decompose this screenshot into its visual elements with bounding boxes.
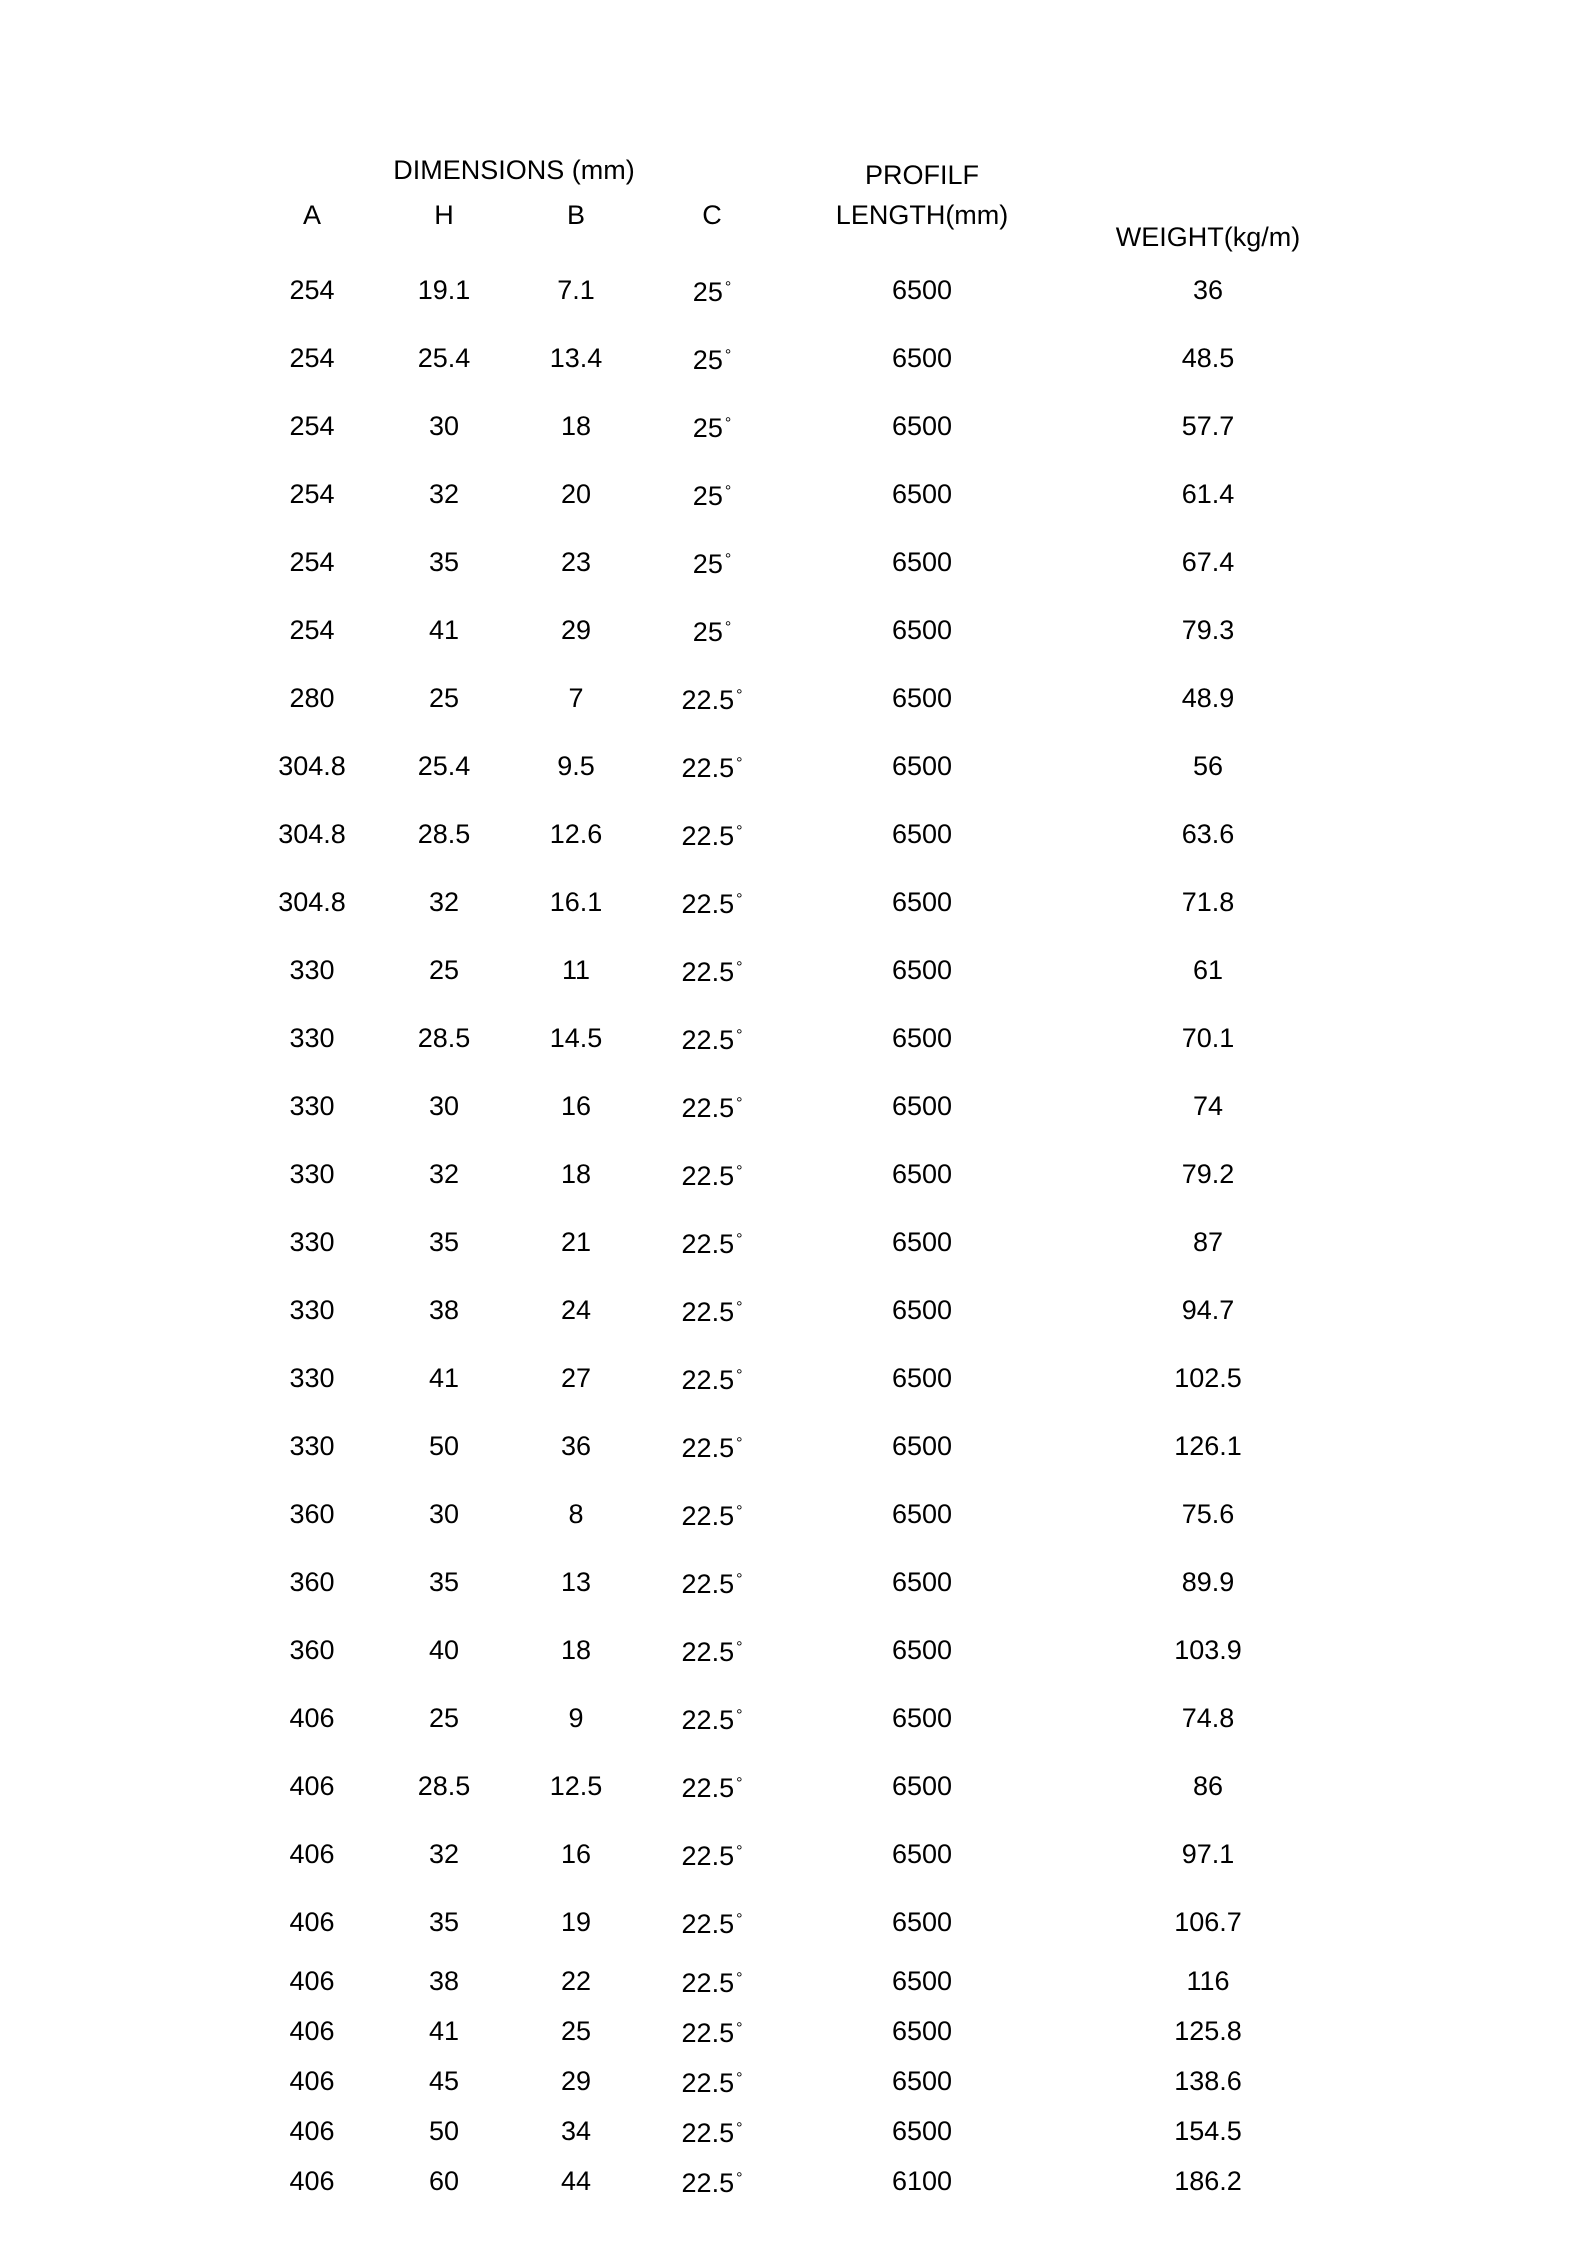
table-row	[246, 460, 1354, 528]
cell-dimension-a: 406	[289, 1906, 335, 1937]
degree-symbol: °	[736, 959, 743, 976]
cell-dimension-b: 24	[560, 1294, 592, 1325]
cell-weight: 86	[1193, 1770, 1224, 1801]
cell-weight: 71.8	[1181, 886, 1235, 917]
cell-weight: 116	[1186, 1965, 1230, 1996]
cell-dimension-c: 22.5 °	[681, 1968, 743, 1998]
cell-dimension-a: 330	[289, 1022, 335, 1053]
cell-dimension-a: 254	[289, 274, 335, 305]
cell-profile-length: 6500	[892, 1430, 953, 1461]
cell-profile-length: 6500	[892, 1770, 953, 1801]
degree-symbol: °	[724, 347, 732, 364]
cell-dimension-b: 21	[560, 1226, 592, 1257]
weight-header: WEIGHT(kg/m)	[1115, 222, 1301, 252]
column-header-c: C	[702, 200, 722, 230]
cell-dimension-c: 22.5 °	[681, 2068, 743, 2098]
cell-weight: 94.7	[1181, 1294, 1235, 1325]
table-row	[246, 2156, 1354, 2206]
cell-weight: 74	[1193, 1090, 1224, 1121]
cell-weight: 126.1	[1174, 1430, 1242, 1461]
cell-profile-length: 6500	[892, 1090, 953, 1121]
table-row	[246, 528, 1354, 596]
cell-dimension-b: 18	[560, 1158, 592, 1189]
cell-dimension-h: 28.5	[417, 1022, 471, 1053]
cell-weight: 48.9	[1181, 682, 1235, 713]
degree-symbol: °	[724, 279, 732, 296]
cell-weight: 75.6	[1181, 1498, 1235, 1529]
cell-weight: 138.6	[1174, 2065, 1242, 2096]
degree-symbol: °	[724, 415, 732, 432]
table-row	[246, 664, 1354, 732]
cell-weight: 103.9	[1174, 1634, 1242, 1665]
table-row	[246, 1072, 1354, 1140]
cell-weight: 87	[1193, 1226, 1224, 1257]
table-row	[246, 1684, 1354, 1752]
degree-symbol: °	[736, 891, 743, 908]
cell-dimension-a: 406	[289, 1965, 335, 1996]
cell-dimension-a: 406	[289, 2115, 335, 2146]
cell-dimension-c: 22.5 °	[681, 1909, 743, 1939]
degree-symbol: °	[736, 1775, 743, 1792]
cell-profile-length: 6500	[892, 478, 953, 509]
cell-dimension-h: 38	[428, 1965, 460, 1996]
cell-weight: 48.5	[1181, 342, 1235, 373]
cell-profile-length: 6500	[892, 750, 953, 781]
table-row	[246, 1276, 1354, 1344]
table-body	[246, 256, 1354, 2206]
degree-symbol: °	[736, 687, 743, 704]
table-row	[246, 1820, 1354, 1888]
cell-dimension-a: 330	[289, 1226, 335, 1257]
cell-dimension-b: 22	[560, 1965, 592, 1996]
cell-dimension-b: 11	[561, 954, 591, 985]
cell-profile-length: 6500	[892, 2015, 953, 2046]
cell-dimension-h: 30	[428, 1498, 460, 1529]
cell-profile-length: 6500	[892, 1294, 953, 1325]
degree-symbol: °	[736, 1095, 743, 1112]
degree-symbol: °	[736, 1163, 743, 1180]
cell-dimension-c: 22.5 °	[681, 889, 743, 919]
cell-dimension-a: 304.8	[278, 818, 346, 849]
cell-dimension-h: 30	[428, 410, 460, 441]
cell-dimension-c: 22.5 °	[681, 685, 743, 715]
cell-dimension-b: 20	[560, 478, 592, 509]
cell-dimension-a: 406	[289, 2065, 335, 2096]
table-row	[246, 324, 1354, 392]
table-row	[246, 936, 1354, 1004]
cell-dimension-h: 28.5	[417, 1770, 471, 1801]
degree-symbol: °	[724, 483, 732, 500]
column-header-a: A	[302, 200, 321, 230]
cell-profile-length: 6500	[892, 1906, 953, 1937]
cell-dimension-h: 32	[428, 886, 460, 917]
cell-profile-length: 6500	[892, 682, 953, 713]
cell-weight: 186.2	[1174, 2165, 1242, 2196]
cell-dimension-b: 8	[568, 1498, 584, 1529]
cell-dimension-b: 29	[560, 2065, 592, 2096]
cell-dimension-a: 304.8	[278, 886, 346, 917]
cell-dimension-b: 7	[568, 682, 584, 713]
degree-symbol: °	[736, 2170, 743, 2187]
cell-profile-length: 6500	[892, 614, 953, 645]
cell-dimension-c: 22.5 °	[681, 1433, 743, 1463]
cell-dimension-b: 18	[560, 1634, 592, 1665]
cell-dimension-c: 22.5 °	[681, 2018, 743, 2048]
cell-dimension-c: 22.5 °	[681, 1637, 743, 1667]
degree-symbol: °	[736, 2120, 743, 2137]
cell-dimension-a: 254	[289, 478, 335, 509]
table-row	[246, 596, 1354, 664]
cell-dimension-a: 330	[289, 1362, 335, 1393]
cell-weight: 74.8	[1181, 1702, 1235, 1733]
table-row	[246, 1616, 1354, 1684]
cell-dimension-h: 25.4	[417, 342, 471, 373]
cell-dimension-a: 330	[289, 1430, 335, 1461]
cell-profile-length: 6500	[892, 1158, 953, 1189]
cell-dimension-a: 254	[289, 342, 335, 373]
cell-profile-length: 6100	[892, 2165, 953, 2196]
cell-profile-length: 6500	[892, 1022, 953, 1053]
table-row	[246, 1412, 1354, 1480]
table-row	[246, 800, 1354, 868]
cell-dimension-h: 19.1	[417, 274, 471, 305]
cell-dimension-c: 25 °	[692, 277, 732, 307]
cell-dimension-h: 32	[428, 1838, 460, 1869]
degree-symbol: °	[736, 2070, 743, 2087]
cell-dimension-c: 25 °	[692, 481, 732, 511]
cell-dimension-c: 22.5 °	[681, 1705, 743, 1735]
table-row	[246, 2106, 1354, 2156]
cell-dimension-h: 30	[428, 1090, 460, 1121]
dimensions-group-header: DIMENSIONS (mm)	[393, 155, 635, 185]
table-row	[246, 732, 1354, 800]
cell-dimension-b: 23	[560, 546, 592, 577]
cell-dimension-c: 25 °	[692, 345, 732, 375]
cell-dimension-a: 360	[289, 1634, 335, 1665]
degree-symbol: °	[736, 1367, 743, 1384]
cell-dimension-a: 330	[289, 1090, 335, 1121]
degree-symbol: °	[736, 1027, 743, 1044]
cell-dimension-c: 25 °	[692, 549, 732, 579]
cell-dimension-h: 25.4	[417, 750, 471, 781]
degree-symbol: °	[736, 1843, 743, 1860]
degree-symbol: °	[736, 1503, 743, 1520]
cell-dimension-c: 22.5 °	[681, 1773, 743, 1803]
cell-weight: 154.5	[1174, 2115, 1242, 2146]
cell-dimension-h: 25	[428, 1702, 460, 1733]
cell-dimension-a: 406	[289, 1770, 335, 1801]
cell-dimension-b: 16.1	[549, 886, 603, 917]
degree-symbol: °	[736, 1970, 743, 1987]
cell-dimension-a: 330	[289, 1158, 335, 1189]
cell-dimension-c: 22.5 °	[681, 1841, 743, 1871]
cell-weight: 106.7	[1174, 1906, 1242, 1937]
cell-dimension-c: 25 °	[692, 617, 732, 647]
cell-dimension-b: 19	[560, 1906, 592, 1937]
degree-symbol: °	[736, 755, 743, 772]
table-row	[246, 2006, 1354, 2056]
cell-dimension-c: 22.5 °	[681, 1365, 743, 1395]
cell-dimension-a: 304.8	[278, 750, 346, 781]
cell-dimension-h: 40	[428, 1634, 460, 1665]
cell-dimension-h: 45	[428, 2065, 460, 2096]
table-row	[246, 256, 1354, 324]
cell-weight: 89.9	[1181, 1566, 1235, 1597]
cell-dimension-b: 36	[560, 1430, 592, 1461]
cell-dimension-h: 35	[428, 546, 460, 577]
cell-dimension-c: 22.5 °	[681, 2118, 743, 2148]
cell-dimension-c: 22.5 °	[681, 821, 743, 851]
cell-dimension-c: 22.5 °	[681, 1093, 743, 1123]
degree-symbol: °	[736, 1299, 743, 1316]
cell-dimension-h: 35	[428, 1566, 460, 1597]
cell-dimension-h: 60	[428, 2165, 460, 2196]
cell-weight: 61	[1193, 954, 1224, 985]
cell-dimension-b: 34	[560, 2115, 592, 2146]
cell-dimension-c: 22.5 °	[681, 1229, 743, 1259]
degree-symbol: °	[736, 2020, 743, 2037]
cell-weight: 36	[1193, 274, 1224, 305]
cell-dimension-a: 330	[289, 1294, 335, 1325]
degree-symbol: °	[736, 1707, 743, 1724]
cell-dimension-h: 25	[428, 954, 460, 985]
cell-dimension-b: 13	[560, 1566, 592, 1597]
table-row	[246, 1344, 1354, 1412]
cell-dimension-a: 360	[289, 1566, 335, 1597]
cell-profile-length: 6500	[892, 1702, 953, 1733]
table-row	[246, 1752, 1354, 1820]
column-header-h: H	[434, 200, 454, 230]
cell-dimension-b: 7.1	[557, 274, 595, 305]
cell-dimension-b: 18	[560, 410, 592, 441]
cell-weight: 79.3	[1181, 614, 1235, 645]
cell-dimension-a: 406	[289, 1838, 335, 1869]
degree-symbol: °	[736, 1639, 743, 1656]
cell-dimension-c: 22.5 °	[681, 1501, 743, 1531]
cell-dimension-h: 32	[428, 478, 460, 509]
cell-dimension-b: 12.5	[549, 1770, 603, 1801]
degree-symbol: °	[736, 1435, 743, 1452]
table-row	[246, 1004, 1354, 1072]
cell-profile-length: 6500	[892, 1965, 953, 1996]
cell-dimension-h: 35	[428, 1226, 460, 1257]
cell-weight: 70.1	[1181, 1022, 1235, 1053]
table-row	[246, 1140, 1354, 1208]
degree-symbol: °	[724, 551, 732, 568]
cell-weight: 79.2	[1181, 1158, 1235, 1189]
cell-profile-length: 6500	[892, 1498, 953, 1529]
cell-profile-length: 6500	[892, 1634, 953, 1665]
degree-symbol: °	[736, 823, 743, 840]
cell-dimension-c: 22.5 °	[681, 1161, 743, 1191]
cell-dimension-c: 22.5 °	[681, 753, 743, 783]
table-header	[246, 146, 1354, 256]
cell-profile-length: 6500	[892, 1362, 953, 1393]
cell-dimension-b: 16	[560, 1838, 592, 1869]
cell-dimension-c: 22.5 °	[681, 957, 743, 987]
cell-dimension-b: 9	[568, 1702, 584, 1733]
cell-profile-length: 6500	[892, 886, 953, 917]
cell-dimension-a: 360	[289, 1498, 335, 1529]
cell-weight: 57.7	[1181, 410, 1235, 441]
cell-dimension-b: 12.6	[549, 818, 603, 849]
cell-dimension-h: 28.5	[417, 818, 471, 849]
cell-dimension-a: 330	[289, 954, 335, 985]
cell-weight: 56	[1193, 750, 1224, 781]
cell-dimension-b: 29	[560, 614, 592, 645]
table-row	[246, 1208, 1354, 1276]
table-row	[246, 868, 1354, 936]
cell-weight: 125.8	[1174, 2015, 1242, 2046]
cell-dimension-b: 25	[560, 2015, 592, 2046]
cell-profile-length: 6500	[892, 342, 953, 373]
cell-profile-length: 6500	[892, 954, 953, 985]
cell-profile-length: 6500	[892, 546, 953, 577]
cell-weight: 97.1	[1181, 1838, 1235, 1869]
cell-dimension-c: 22.5 °	[681, 1025, 743, 1055]
cell-profile-length: 6500	[892, 818, 953, 849]
cell-dimension-b: 16	[560, 1090, 592, 1121]
cell-dimension-a: 280	[289, 682, 335, 713]
cell-dimension-c: 25 °	[692, 413, 732, 443]
cell-dimension-h: 32	[428, 1158, 460, 1189]
cell-dimension-a: 406	[289, 1702, 335, 1733]
cell-dimension-a: 406	[289, 2015, 335, 2046]
cell-dimension-b: 9.5	[557, 750, 595, 781]
cell-dimension-a: 406	[289, 2165, 335, 2196]
cell-dimension-h: 41	[428, 614, 460, 645]
cell-dimension-h: 50	[428, 2115, 460, 2146]
cell-profile-length: 6500	[892, 1566, 953, 1597]
cell-dimension-a: 254	[289, 614, 335, 645]
cell-dimension-h: 35	[428, 1906, 460, 1937]
table-row	[246, 2056, 1354, 2106]
table-row	[246, 392, 1354, 460]
degree-symbol: °	[724, 619, 732, 636]
cell-profile-length: 6500	[892, 274, 953, 305]
cell-profile-length: 6500	[892, 1226, 953, 1257]
cell-dimension-b: 13.4	[549, 342, 603, 373]
cell-dimension-b: 27	[560, 1362, 592, 1393]
column-header-b: B	[566, 200, 585, 230]
cell-dimension-a: 254	[289, 410, 335, 441]
table-row	[246, 1888, 1354, 1956]
cell-dimension-b: 44	[560, 2165, 592, 2196]
table-row	[246, 1956, 1354, 2006]
table-row	[246, 1480, 1354, 1548]
cell-dimension-c: 22.5 °	[681, 1569, 743, 1599]
column-header-length: LENGTH(mm)	[835, 200, 1009, 230]
cell-weight: 63.6	[1181, 818, 1235, 849]
cell-profile-length: 6500	[892, 410, 953, 441]
table-header-group-row	[246, 146, 1354, 194]
table-row	[246, 1548, 1354, 1616]
degree-symbol: °	[736, 1911, 743, 1928]
degree-symbol: °	[736, 1571, 743, 1588]
cell-dimension-a: 254	[289, 546, 335, 577]
cell-weight: 67.4	[1181, 546, 1235, 577]
cell-dimension-c: 22.5 °	[681, 1297, 743, 1327]
cell-dimension-c: 22.5 °	[681, 2168, 743, 2198]
cell-dimension-h: 50	[428, 1430, 460, 1461]
cell-weight: 102.5	[1174, 1362, 1242, 1393]
cell-profile-length: 6500	[892, 2115, 953, 2146]
cell-dimension-h: 41	[428, 1362, 460, 1393]
cell-profile-length: 6500	[892, 2065, 953, 2096]
cell-dimension-h: 38	[428, 1294, 460, 1325]
cell-dimension-b: 14.5	[549, 1022, 603, 1053]
profile-dimensions-table	[246, 146, 1354, 2206]
cell-dimension-h: 25	[428, 682, 460, 713]
cell-dimension-h: 41	[428, 2015, 460, 2046]
profile-length-header-line1: PROFILF	[865, 160, 980, 190]
cell-profile-length: 6500	[892, 1838, 953, 1869]
degree-symbol: °	[736, 1231, 743, 1248]
cell-weight: 61.4	[1181, 478, 1235, 509]
